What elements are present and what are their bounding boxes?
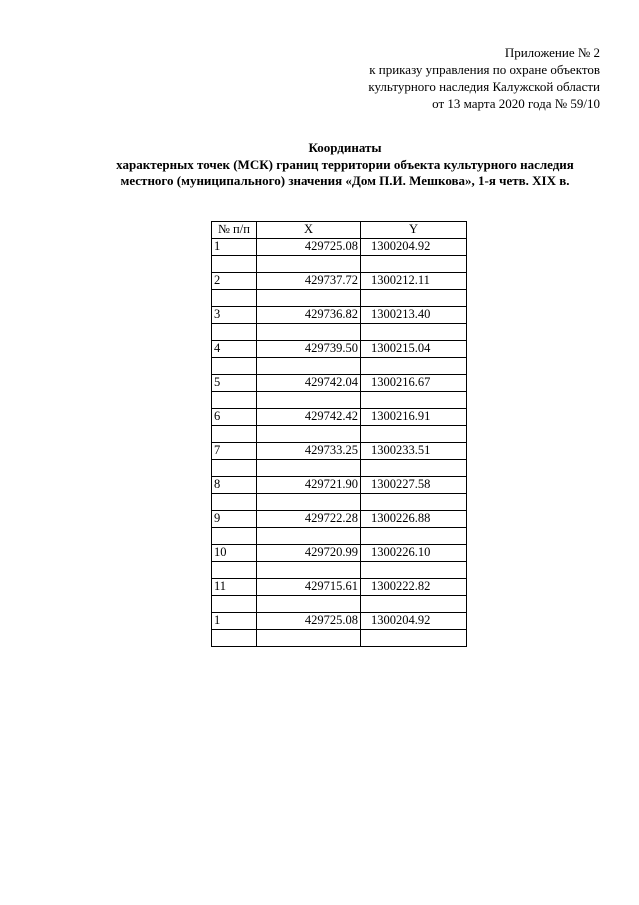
table-row: [212, 613, 467, 630]
table-spacer-row: [212, 460, 467, 477]
table-spacer-row: [212, 358, 467, 375]
empty-cell: [256, 324, 360, 341]
table-row: [212, 579, 467, 596]
empty-cell: [212, 324, 257, 341]
table-spacer-row: [212, 494, 467, 511]
cell-y: 1300227.58: [361, 477, 467, 494]
cell-number: 4: [212, 341, 257, 358]
empty-cell: [212, 290, 257, 307]
table-row: [212, 443, 467, 460]
empty-cell: [212, 630, 257, 647]
cell-x: 429739.50: [256, 341, 360, 358]
table-row: [212, 375, 467, 392]
cell-x: 429742.04: [256, 375, 360, 392]
cell-number: 10: [212, 545, 257, 562]
header-number: № п/п: [212, 222, 257, 239]
table-spacer-row: [212, 256, 467, 273]
cell-y: 1300216.91: [361, 409, 467, 426]
appendix-number: Приложение № 2: [504, 45, 600, 60]
cell-x: 429725.08: [256, 239, 360, 256]
cell-y: 1300204.92: [361, 239, 467, 256]
cell-number: 7: [212, 443, 257, 460]
appendix-block: [368, 44, 600, 112]
empty-cell: [361, 392, 467, 409]
empty-cell: [256, 426, 360, 443]
table-spacer-row: [212, 290, 467, 307]
table-spacer-row: [212, 630, 467, 647]
cell-y: 1300213.40: [361, 307, 467, 324]
table-spacer-row: [212, 562, 467, 579]
empty-cell: [361, 562, 467, 579]
empty-cell: [361, 358, 467, 375]
table-spacer-row: [212, 324, 467, 341]
cell-number: 3: [212, 307, 257, 324]
table-spacer-row: [212, 392, 467, 409]
empty-cell: [256, 358, 360, 375]
cell-y: 1300226.88: [361, 511, 467, 528]
cell-x: 429737.72: [256, 273, 360, 290]
empty-cell: [212, 426, 257, 443]
cell-x: 429722.28: [256, 511, 360, 528]
empty-cell: [361, 630, 467, 647]
cell-y: 1300233.51: [361, 443, 467, 460]
cell-number: 2: [212, 273, 257, 290]
table-row: [212, 511, 467, 528]
appendix-order-ref: к приказу управления по охране объектов: [369, 62, 600, 77]
empty-cell: [256, 392, 360, 409]
empty-cell: [361, 426, 467, 443]
heading-title: Координаты: [308, 140, 382, 155]
cell-y: 1300215.04: [361, 341, 467, 358]
empty-cell: [256, 290, 360, 307]
table-row: [212, 307, 467, 324]
empty-cell: [361, 290, 467, 307]
empty-cell: [212, 528, 257, 545]
cell-number: 11: [212, 579, 257, 596]
empty-cell: [256, 256, 360, 273]
table-body: [212, 239, 467, 647]
heading-subtitle-2: местного (муниципального) значения «Дом П.И. Мешкова», 1-я четв. XIX в.: [120, 173, 570, 188]
table-row: [212, 341, 467, 358]
empty-cell: [212, 460, 257, 477]
header-y: Y: [361, 222, 467, 239]
empty-cell: [256, 460, 360, 477]
table-row: [212, 545, 467, 562]
empty-cell: [361, 528, 467, 545]
empty-cell: [361, 324, 467, 341]
coordinates-table: [211, 221, 467, 647]
table-row: [212, 239, 467, 256]
empty-cell: [212, 392, 257, 409]
empty-cell: [212, 596, 257, 613]
cell-number: 8: [212, 477, 257, 494]
cell-y: 1300204.92: [361, 613, 467, 630]
cell-y: 1300222.82: [361, 579, 467, 596]
empty-cell: [256, 494, 360, 511]
heading-subtitle-1: характерных точек (МСК) границ территории объекта культурного наследия: [116, 156, 574, 172]
appendix-authority: культурного наследия Калужской области: [368, 79, 600, 94]
empty-cell: [361, 460, 467, 477]
cell-y: 1300226.10: [361, 545, 467, 562]
header-x: X: [256, 222, 360, 239]
cell-x: 429721.90: [256, 477, 360, 494]
document-heading: [60, 140, 630, 190]
empty-cell: [361, 596, 467, 613]
empty-cell: [212, 358, 257, 375]
table-spacer-row: [212, 596, 467, 613]
cell-x: 429725.08: [256, 613, 360, 630]
cell-number: 9: [212, 511, 257, 528]
table-row: [212, 477, 467, 494]
cell-number: 6: [212, 409, 257, 426]
empty-cell: [256, 528, 360, 545]
cell-number: 1: [212, 239, 257, 256]
table-row: [212, 409, 467, 426]
empty-cell: [361, 256, 467, 273]
empty-cell: [256, 630, 360, 647]
empty-cell: [212, 562, 257, 579]
table-spacer-row: [212, 426, 467, 443]
table-row: [212, 273, 467, 290]
empty-cell: [256, 596, 360, 613]
empty-cell: [212, 256, 257, 273]
empty-cell: [256, 562, 360, 579]
cell-number: 1: [212, 613, 257, 630]
cell-x: 429736.82: [256, 307, 360, 324]
table-spacer-row: [212, 528, 467, 545]
cell-y: 1300216.67: [361, 375, 467, 392]
cell-y: 1300212.11: [361, 273, 467, 290]
cell-x: 429742.42: [256, 409, 360, 426]
empty-cell: [361, 494, 467, 511]
table-header-row: [212, 222, 467, 239]
appendix-date: от 13 марта 2020 года № 59/10: [432, 96, 600, 111]
cell-x: 429715.61: [256, 579, 360, 596]
cell-x: 429720.99: [256, 545, 360, 562]
empty-cell: [212, 494, 257, 511]
cell-x: 429733.25: [256, 443, 360, 460]
cell-number: 5: [212, 375, 257, 392]
